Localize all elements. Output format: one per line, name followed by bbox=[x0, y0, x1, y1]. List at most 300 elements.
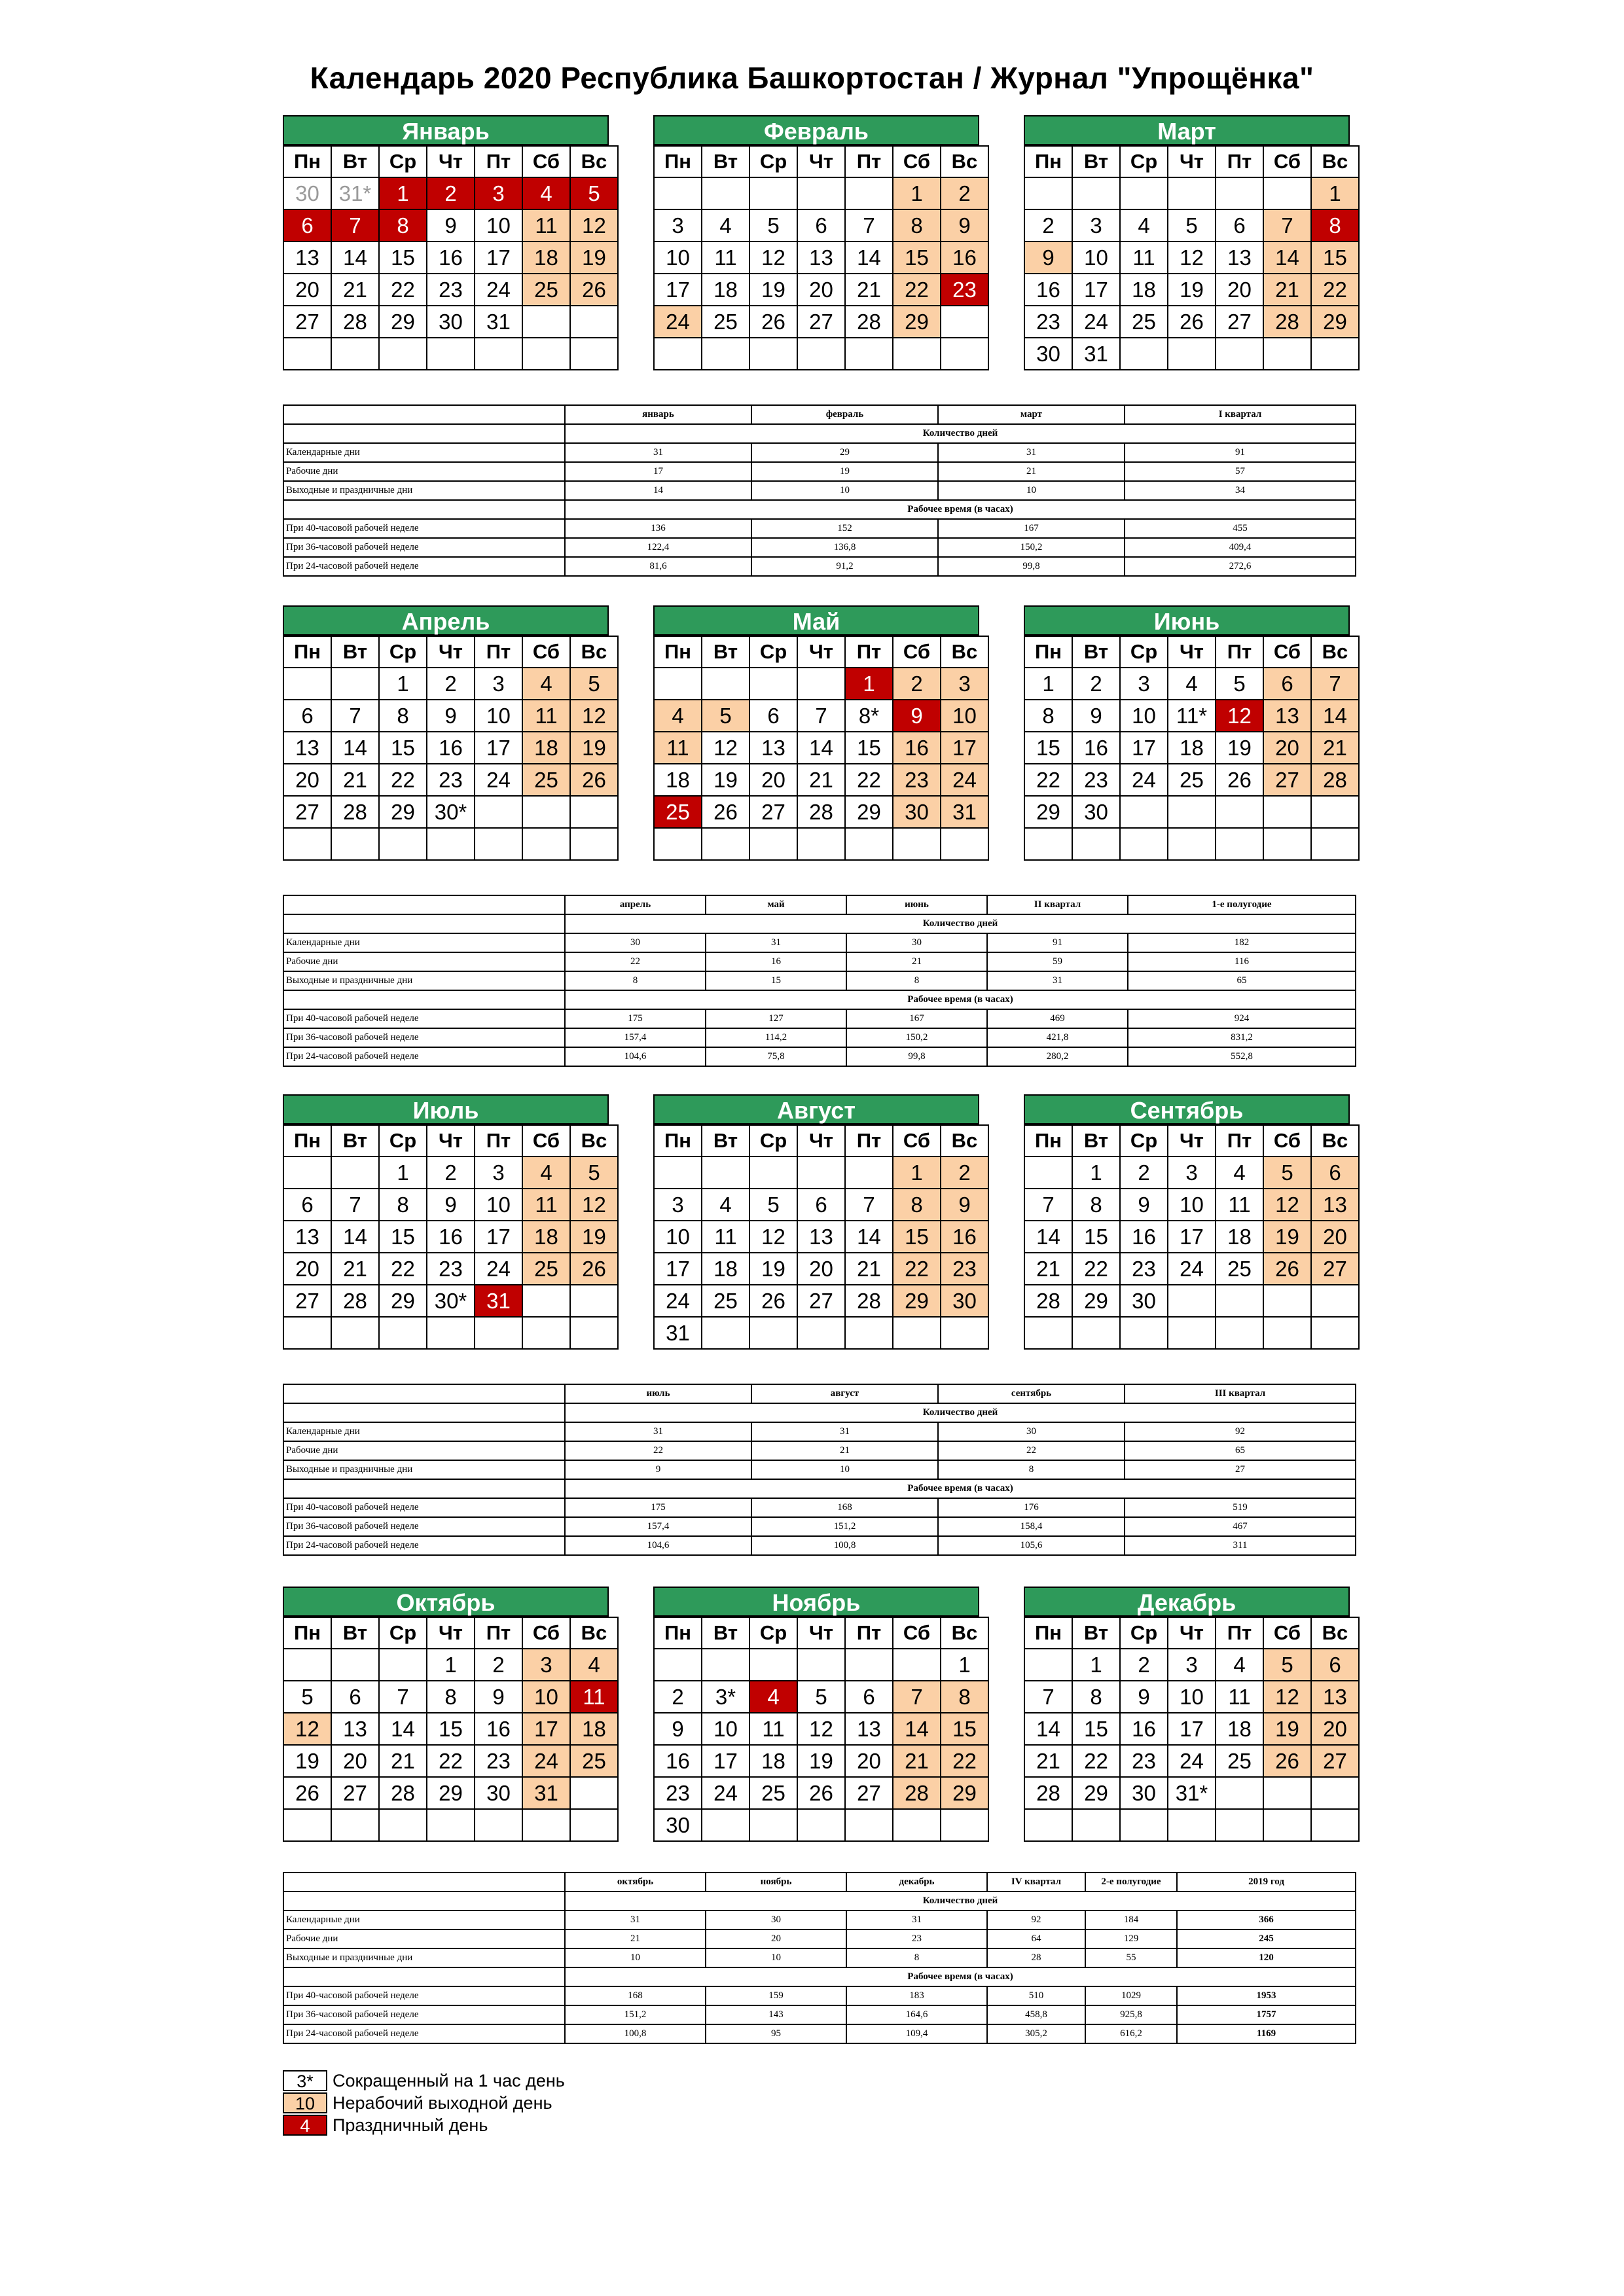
day-cell: 24 bbox=[1120, 764, 1168, 796]
day-cell: 24 bbox=[1168, 1253, 1216, 1285]
stats-row-label: При 24-часовой рабочей неделе bbox=[283, 1536, 565, 1555]
week-row bbox=[283, 242, 618, 274]
stats-value: 21 bbox=[846, 952, 987, 971]
day-cell bbox=[702, 1157, 749, 1189]
day-cell bbox=[475, 338, 522, 370]
weekday-label: Пт bbox=[845, 1617, 893, 1649]
month-calendar bbox=[1024, 605, 1350, 861]
stats-row-label: Выходные и праздничные дни bbox=[283, 971, 565, 990]
day-cell: 4 bbox=[570, 1649, 618, 1681]
stats-value: 99,8 bbox=[938, 557, 1125, 576]
day-cell: 13 bbox=[283, 242, 331, 274]
day-cell bbox=[797, 828, 845, 860]
stats-value: 31 bbox=[751, 1422, 938, 1441]
legend-swatch: 3* bbox=[283, 2070, 327, 2091]
stats-value: 167 bbox=[938, 519, 1125, 538]
weekday-header-row bbox=[283, 1125, 618, 1157]
day-cell bbox=[845, 338, 893, 370]
day-cell: 4 bbox=[1168, 668, 1216, 700]
weekday-label: Сб bbox=[893, 146, 941, 177]
day-cell: 11 bbox=[1216, 1189, 1263, 1221]
stats-value: 91 bbox=[1125, 443, 1356, 462]
stats-value: 114,2 bbox=[706, 1028, 846, 1047]
day-cell: 8 bbox=[893, 1189, 941, 1221]
week-row bbox=[1024, 338, 1359, 370]
legend-label: Нерабочий выходной день bbox=[333, 2092, 552, 2113]
stats-value: 151,2 bbox=[751, 1517, 938, 1536]
day-cell: 13 bbox=[1263, 700, 1311, 732]
stats-row bbox=[283, 1441, 1356, 1460]
day-cell: 10 bbox=[1120, 700, 1168, 732]
day-cell: 30 bbox=[893, 796, 941, 828]
day-cell bbox=[1120, 828, 1168, 860]
stats-row bbox=[283, 1536, 1356, 1555]
stats-row-label: Календарные дни bbox=[283, 1910, 565, 1929]
day-cell: 16 bbox=[1024, 274, 1072, 306]
day-cell bbox=[797, 1809, 845, 1841]
stats-value: 92 bbox=[987, 1910, 1085, 1929]
weekday-label: Чт bbox=[1168, 146, 1216, 177]
week-row bbox=[654, 668, 988, 700]
week-row bbox=[283, 1777, 618, 1809]
day-cell: 20 bbox=[749, 764, 797, 796]
stats-section-title: Количество дней bbox=[565, 914, 1356, 933]
weekday-label: Вт bbox=[702, 636, 749, 668]
stats-value: 31 bbox=[706, 933, 846, 952]
stats-value: 65 bbox=[1125, 1441, 1356, 1460]
day-cell bbox=[331, 668, 379, 700]
month-grid bbox=[1024, 1124, 1360, 1350]
day-cell: 8 bbox=[379, 1189, 427, 1221]
weekday-label: Чт bbox=[797, 636, 845, 668]
stats-row-label: Календарные дни bbox=[283, 443, 565, 462]
stats-value: 182 bbox=[1128, 933, 1356, 952]
stats-value: 122,4 bbox=[565, 538, 751, 557]
week-row bbox=[654, 764, 988, 796]
week-row bbox=[1024, 177, 1359, 209]
day-cell: 7 bbox=[797, 700, 845, 732]
day-cell: 28 bbox=[845, 306, 893, 338]
stats-section-row bbox=[283, 1479, 1356, 1498]
day-cell: 20 bbox=[845, 1745, 893, 1777]
day-cell: 28 bbox=[331, 1285, 379, 1317]
week-row bbox=[1024, 1317, 1359, 1349]
week-row bbox=[1024, 1649, 1359, 1681]
week-row bbox=[283, 764, 618, 796]
month-name: Февраль bbox=[653, 115, 979, 145]
weekday-header-row bbox=[283, 146, 618, 177]
day-cell: 5 bbox=[570, 177, 618, 209]
day-cell: 2 bbox=[475, 1649, 522, 1681]
day-cell: 18 bbox=[522, 1221, 570, 1253]
weekday-label: Чт bbox=[1168, 636, 1216, 668]
stats-row-label: При 24-часовой рабочей неделе bbox=[283, 557, 565, 576]
day-cell bbox=[522, 796, 570, 828]
stats-section-row bbox=[283, 1892, 1356, 1910]
day-cell: 30 bbox=[283, 177, 331, 209]
stats-column-label: апрель bbox=[565, 895, 706, 914]
stats-column-label: I квартал bbox=[1125, 405, 1356, 424]
day-cell: 31 bbox=[941, 796, 988, 828]
week-row bbox=[654, 1777, 988, 1809]
week-row bbox=[654, 1745, 988, 1777]
week-row bbox=[1024, 274, 1359, 306]
day-cell: 18 bbox=[1168, 732, 1216, 764]
day-cell bbox=[845, 1809, 893, 1841]
day-cell bbox=[283, 1317, 331, 1349]
week-row bbox=[654, 209, 988, 242]
day-cell bbox=[331, 1317, 379, 1349]
stats-row bbox=[283, 538, 1356, 557]
legend-label: Сокращенный на 1 час день bbox=[333, 2070, 565, 2090]
day-cell bbox=[283, 668, 331, 700]
day-cell bbox=[845, 1317, 893, 1349]
stats-row bbox=[283, 443, 1356, 462]
day-cell: 10 bbox=[475, 209, 522, 242]
stats-value: 467 bbox=[1125, 1517, 1356, 1536]
day-cell bbox=[283, 338, 331, 370]
day-cell: 9 bbox=[1120, 1681, 1168, 1713]
stats-section-blank bbox=[283, 914, 565, 933]
day-cell: 1 bbox=[1072, 1157, 1120, 1189]
weekday-label: Пт bbox=[1216, 146, 1263, 177]
day-cell: 26 bbox=[1263, 1253, 1311, 1285]
month-name: Декабрь bbox=[1024, 1587, 1350, 1617]
day-cell bbox=[379, 1649, 427, 1681]
stats-value: 30 bbox=[938, 1422, 1125, 1441]
stats-row-label: Выходные и праздничные дни bbox=[283, 481, 565, 500]
stats-row-label: При 40-часовой рабочей неделе bbox=[283, 519, 565, 538]
day-cell: 16 bbox=[1072, 732, 1120, 764]
stats-row-label: При 36-часовой рабочей неделе bbox=[283, 2005, 565, 2024]
stats-value: 55 bbox=[1085, 1948, 1177, 1967]
legend-item bbox=[283, 2070, 565, 2092]
weekday-label: Пн bbox=[654, 636, 702, 668]
weekday-label: Чт bbox=[797, 1125, 845, 1157]
day-cell: 17 bbox=[475, 242, 522, 274]
week-row bbox=[1024, 1189, 1359, 1221]
day-cell: 6 bbox=[1311, 1649, 1359, 1681]
day-cell: 7 bbox=[845, 209, 893, 242]
day-cell: 24 bbox=[941, 764, 988, 796]
day-cell: 9 bbox=[427, 700, 475, 732]
day-cell bbox=[941, 1317, 988, 1349]
day-cell: 9 bbox=[427, 1189, 475, 1221]
day-cell: 28 bbox=[1024, 1777, 1072, 1809]
day-cell: 3 bbox=[941, 668, 988, 700]
stats-value: 31 bbox=[565, 1422, 751, 1441]
day-cell: 6 bbox=[283, 209, 331, 242]
day-cell: 20 bbox=[797, 1253, 845, 1285]
stats-value: 31 bbox=[987, 971, 1128, 990]
weekday-label: Сб bbox=[522, 636, 570, 668]
day-cell: 14 bbox=[797, 732, 845, 764]
weekday-label: Ср bbox=[749, 1617, 797, 1649]
day-cell bbox=[427, 338, 475, 370]
day-cell: 7 bbox=[331, 1189, 379, 1221]
day-cell: 18 bbox=[749, 1745, 797, 1777]
stats-row-label: Календарные дни bbox=[283, 933, 565, 952]
weekday-label: Вт bbox=[702, 146, 749, 177]
weekday-label: Вс bbox=[941, 1617, 988, 1649]
day-cell bbox=[1024, 1809, 1072, 1841]
day-cell bbox=[1120, 1317, 1168, 1349]
day-cell bbox=[654, 177, 702, 209]
day-cell: 23 bbox=[1024, 306, 1072, 338]
day-cell: 17 bbox=[1120, 732, 1168, 764]
month-name: Июль bbox=[283, 1094, 609, 1124]
day-cell: 19 bbox=[1263, 1713, 1311, 1745]
day-cell: 25 bbox=[522, 1253, 570, 1285]
day-cell bbox=[749, 668, 797, 700]
day-cell: 19 bbox=[1263, 1221, 1311, 1253]
week-row bbox=[654, 732, 988, 764]
stats-value: 92 bbox=[1125, 1422, 1356, 1441]
day-cell: 8 bbox=[1072, 1681, 1120, 1713]
day-cell bbox=[1311, 1317, 1359, 1349]
week-row bbox=[283, 828, 618, 860]
stats-column-label: 2019 год bbox=[1177, 1873, 1356, 1892]
day-cell: 20 bbox=[283, 1253, 331, 1285]
day-cell bbox=[570, 796, 618, 828]
stats-value: 1169 bbox=[1177, 2024, 1356, 2043]
weekday-header-row bbox=[654, 636, 988, 668]
stats-column-label: май bbox=[706, 895, 846, 914]
day-cell: 13 bbox=[1311, 1681, 1359, 1713]
stats-column-label: январь bbox=[565, 405, 751, 424]
day-cell bbox=[570, 306, 618, 338]
week-row bbox=[654, 242, 988, 274]
day-cell bbox=[1311, 828, 1359, 860]
day-cell bbox=[522, 1809, 570, 1841]
day-cell: 20 bbox=[797, 274, 845, 306]
day-cell: 26 bbox=[1168, 306, 1216, 338]
stats-value: 159 bbox=[706, 1986, 846, 2005]
legend-label: Праздничный день bbox=[333, 2115, 488, 2135]
day-cell bbox=[845, 828, 893, 860]
day-cell: 28 bbox=[331, 306, 379, 338]
day-cell: 28 bbox=[1263, 306, 1311, 338]
day-cell bbox=[1216, 1777, 1263, 1809]
weekday-label: Вс bbox=[1311, 1617, 1359, 1649]
day-cell bbox=[1311, 338, 1359, 370]
day-cell bbox=[475, 1317, 522, 1349]
stats-column-label: 2-е полугодие bbox=[1085, 1873, 1177, 1892]
stats-section-blank bbox=[283, 990, 565, 1009]
day-cell: 6 bbox=[1216, 209, 1263, 242]
week-row bbox=[283, 700, 618, 732]
weekday-header-row bbox=[1024, 146, 1359, 177]
stats-value: 27 bbox=[1125, 1460, 1356, 1479]
stats-value: 184 bbox=[1085, 1910, 1177, 1929]
stats-row bbox=[283, 1460, 1356, 1479]
day-cell: 18 bbox=[1216, 1713, 1263, 1745]
stats-row bbox=[283, 1009, 1356, 1028]
weekday-label: Чт bbox=[427, 636, 475, 668]
week-row bbox=[1024, 1285, 1359, 1317]
day-cell: 3 bbox=[475, 1157, 522, 1189]
day-cell bbox=[845, 1157, 893, 1189]
weekday-label: Вт bbox=[331, 1125, 379, 1157]
week-row bbox=[283, 1157, 618, 1189]
day-cell bbox=[1072, 1317, 1120, 1349]
day-cell bbox=[1263, 1809, 1311, 1841]
week-row bbox=[654, 1681, 988, 1713]
day-cell: 15 bbox=[379, 1221, 427, 1253]
day-cell bbox=[1216, 1809, 1263, 1841]
month-name: Октябрь bbox=[283, 1587, 609, 1617]
day-cell: 26 bbox=[570, 764, 618, 796]
day-cell bbox=[1072, 1809, 1120, 1841]
day-cell: 7 bbox=[1311, 668, 1359, 700]
weekday-label: Вс bbox=[941, 636, 988, 668]
day-cell: 6 bbox=[797, 209, 845, 242]
week-row bbox=[283, 1713, 618, 1745]
week-row bbox=[1024, 1777, 1359, 1809]
day-cell bbox=[331, 828, 379, 860]
day-cell: 9 bbox=[654, 1713, 702, 1745]
day-cell: 17 bbox=[654, 274, 702, 306]
stats-value: 21 bbox=[565, 1929, 706, 1948]
stats-value: 455 bbox=[1125, 519, 1356, 538]
day-cell: 24 bbox=[522, 1745, 570, 1777]
day-cell: 15 bbox=[379, 732, 427, 764]
day-cell: 13 bbox=[797, 242, 845, 274]
day-cell bbox=[1168, 828, 1216, 860]
day-cell: 22 bbox=[427, 1745, 475, 1777]
day-cell: 14 bbox=[1263, 242, 1311, 274]
day-cell: 30* bbox=[427, 1285, 475, 1317]
weekday-header-row bbox=[283, 1617, 618, 1649]
stats-value: 57 bbox=[1125, 462, 1356, 481]
legend-item bbox=[283, 2114, 565, 2136]
weekday-header-row bbox=[1024, 1617, 1359, 1649]
day-cell: 25 bbox=[702, 306, 749, 338]
stats-value: 164,6 bbox=[846, 2005, 987, 2024]
day-cell: 10 bbox=[475, 700, 522, 732]
day-cell: 12 bbox=[1263, 1189, 1311, 1221]
weekday-label: Пн bbox=[1024, 636, 1072, 668]
stats-value: 10 bbox=[751, 481, 938, 500]
day-cell bbox=[797, 177, 845, 209]
week-row bbox=[654, 1221, 988, 1253]
day-cell: 1 bbox=[1311, 177, 1359, 209]
day-cell: 16 bbox=[941, 242, 988, 274]
day-cell bbox=[941, 338, 988, 370]
day-cell: 27 bbox=[1311, 1745, 1359, 1777]
day-cell: 28 bbox=[1311, 764, 1359, 796]
day-cell bbox=[522, 1317, 570, 1349]
day-cell: 22 bbox=[893, 1253, 941, 1285]
stats-row-label: Рабочие дни bbox=[283, 952, 565, 971]
weekday-label: Пт bbox=[845, 146, 893, 177]
day-cell: 11 bbox=[522, 1189, 570, 1221]
day-cell: 16 bbox=[427, 732, 475, 764]
day-cell: 11 bbox=[1216, 1681, 1263, 1713]
stats-value: 20 bbox=[706, 1929, 846, 1948]
day-cell bbox=[570, 1777, 618, 1809]
day-cell: 4 bbox=[522, 177, 570, 209]
stats-section-row bbox=[283, 1403, 1356, 1422]
day-cell: 29 bbox=[845, 796, 893, 828]
month-name: Сентябрь bbox=[1024, 1094, 1350, 1124]
stats-row bbox=[283, 519, 1356, 538]
day-cell: 4 bbox=[702, 1189, 749, 1221]
day-cell: 11 bbox=[522, 700, 570, 732]
day-cell: 13 bbox=[1216, 242, 1263, 274]
day-cell: 24 bbox=[1072, 306, 1120, 338]
weekday-header-row bbox=[1024, 636, 1359, 668]
weekday-header-row bbox=[654, 1617, 988, 1649]
day-cell: 26 bbox=[797, 1777, 845, 1809]
weekday-label: Ср bbox=[379, 1125, 427, 1157]
week-row bbox=[1024, 209, 1359, 242]
day-cell: 30 bbox=[1072, 796, 1120, 828]
day-cell: 22 bbox=[941, 1745, 988, 1777]
day-cell: 15 bbox=[893, 1221, 941, 1253]
day-cell: 3 bbox=[1120, 668, 1168, 700]
stats-value: 30 bbox=[846, 933, 987, 952]
day-cell: 3 bbox=[475, 668, 522, 700]
stats-table bbox=[283, 1384, 1356, 1556]
day-cell: 13 bbox=[797, 1221, 845, 1253]
day-cell: 1 bbox=[379, 1157, 427, 1189]
stats-table bbox=[283, 1872, 1356, 2044]
week-row bbox=[1024, 732, 1359, 764]
stats-value: 104,6 bbox=[565, 1047, 706, 1066]
stats-row bbox=[283, 481, 1356, 500]
weekday-label: Пн bbox=[654, 1617, 702, 1649]
day-cell: 10 bbox=[475, 1189, 522, 1221]
day-cell bbox=[379, 828, 427, 860]
weekday-label: Сб bbox=[522, 1617, 570, 1649]
day-cell bbox=[1120, 1809, 1168, 1841]
day-cell: 3 bbox=[654, 1189, 702, 1221]
stats-column-label: сентябрь bbox=[938, 1384, 1125, 1403]
day-cell bbox=[427, 1317, 475, 1349]
weekday-label: Пт bbox=[845, 1125, 893, 1157]
weekday-label: Пт bbox=[1216, 1125, 1263, 1157]
weekday-label: Ср bbox=[749, 146, 797, 177]
day-cell: 18 bbox=[522, 732, 570, 764]
stats-section-row bbox=[283, 424, 1356, 443]
day-cell bbox=[941, 828, 988, 860]
weekday-label: Ср bbox=[1120, 636, 1168, 668]
stats-value: 305,2 bbox=[987, 2024, 1085, 2043]
stats-value: 175 bbox=[565, 1009, 706, 1028]
weekday-label: Вс bbox=[941, 146, 988, 177]
day-cell: 10 bbox=[1168, 1189, 1216, 1221]
day-cell: 19 bbox=[749, 274, 797, 306]
day-cell bbox=[1168, 1809, 1216, 1841]
day-cell: 17 bbox=[702, 1745, 749, 1777]
day-cell: 4 bbox=[749, 1681, 797, 1713]
day-cell: 31 bbox=[475, 306, 522, 338]
day-cell: 19 bbox=[570, 732, 618, 764]
day-cell: 12 bbox=[1263, 1681, 1311, 1713]
weekday-label: Вт bbox=[1072, 1617, 1120, 1649]
weekday-label: Сб bbox=[1263, 146, 1311, 177]
month-grid bbox=[283, 1124, 619, 1350]
stats-row-label: При 36-часовой рабочей неделе bbox=[283, 1028, 565, 1047]
day-cell bbox=[749, 1649, 797, 1681]
week-row bbox=[1024, 1809, 1359, 1841]
day-cell: 6 bbox=[1311, 1157, 1359, 1189]
weekday-label: Пн bbox=[283, 1617, 331, 1649]
day-cell: 27 bbox=[283, 796, 331, 828]
stats-value: 366 bbox=[1177, 1910, 1356, 1929]
day-cell bbox=[1168, 796, 1216, 828]
